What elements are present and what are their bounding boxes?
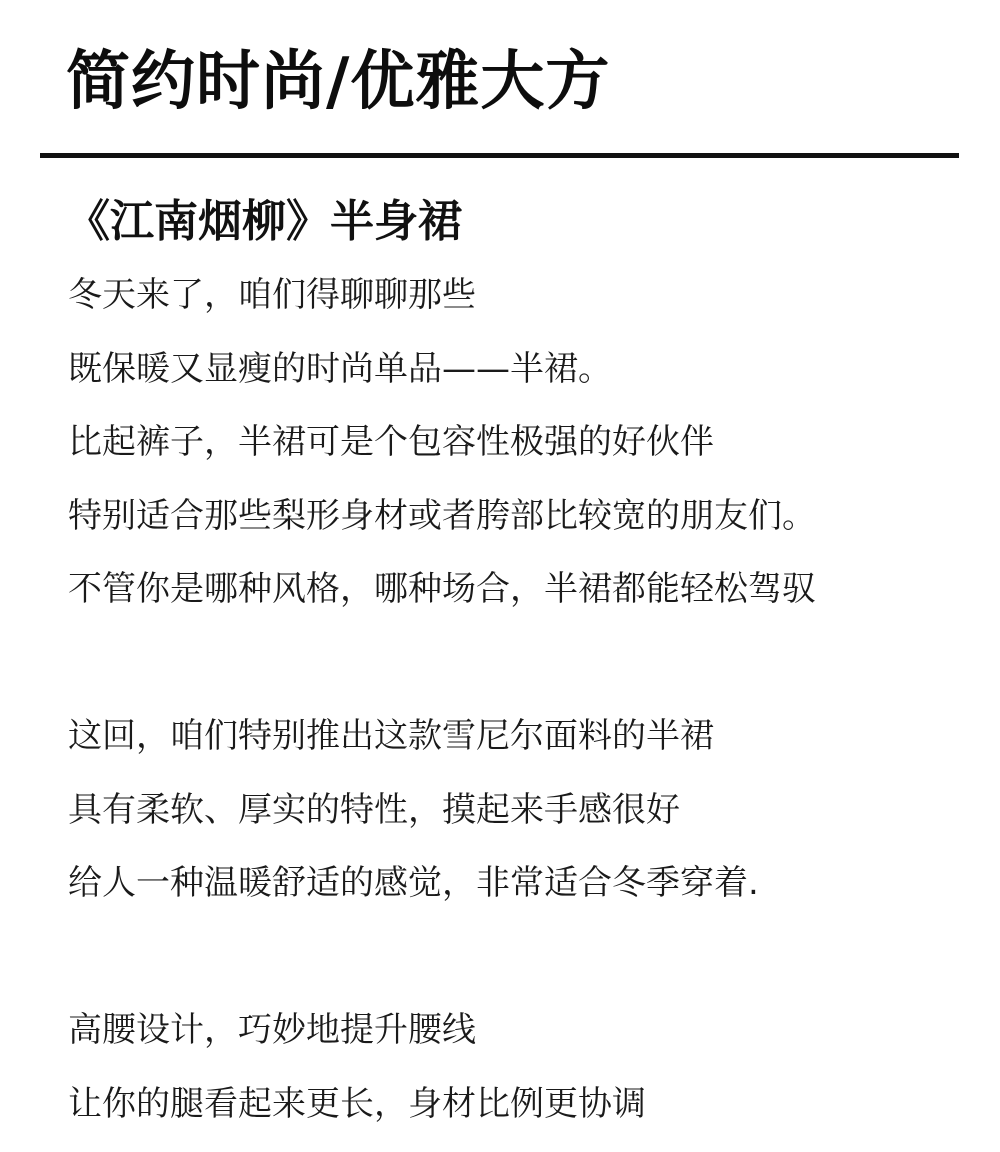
page-title: 简约时尚/优雅大方: [66, 40, 610, 124]
body-line: 冬天来了，咱们得聊聊那些: [68, 270, 968, 344]
blank-line: [68, 932, 968, 1006]
body-line: 具有柔软、厚实的特性，摸起来手感很好: [68, 785, 968, 859]
body-line: 让你的腿看起来更长，身材比例更协调: [68, 1079, 968, 1152]
body-line: 不管你是哪种风格，哪种场合，半裙都能轻松驾驭: [68, 564, 968, 638]
blank-line: [68, 638, 968, 712]
body-line: 比起裤子，半裙可是个包容性极强的好伙伴: [68, 417, 968, 491]
title-divider: [40, 153, 959, 158]
body-line: 给人一种温暖舒适的感觉，非常适合冬季穿着.: [68, 858, 968, 932]
body-line: 这回，咱们特别推出这款雪尼尔面料的半裙: [68, 711, 968, 785]
product-title: 《江南烟柳》半身裙: [66, 192, 462, 252]
article-body: [68, 270, 968, 1152]
body-line: 既保暖又显瘦的时尚单品——半裙。: [68, 344, 968, 418]
body-line: 高腰设计，巧妙地提升腰线: [68, 1005, 968, 1079]
body-line: 特别适合那些梨形身材或者胯部比较宽的朋友们。: [68, 491, 968, 565]
